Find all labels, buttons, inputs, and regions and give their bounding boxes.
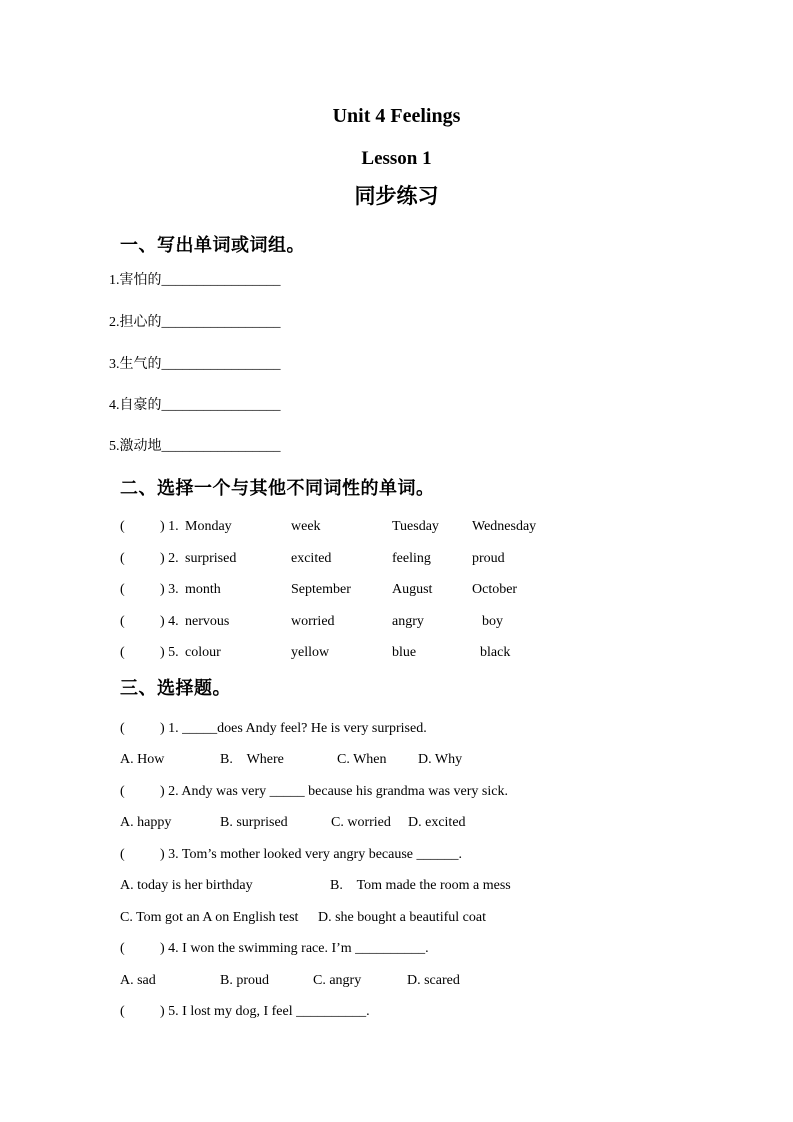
practice-title: 同步练习 [354, 185, 439, 208]
question-text: ) 2. Andy was very _____ because his grandma was very sick. [160, 784, 508, 799]
option-label: A. happy [120, 815, 172, 830]
option-label: D. Why [418, 752, 463, 767]
answer-bracket-open: ( [120, 582, 125, 597]
option-label: C. When [337, 752, 387, 767]
lesson-title: Lesson 1 [361, 148, 432, 169]
answer-bracket-open: ( [120, 941, 125, 956]
write-word-item: 5.激动地_________________ [109, 439, 281, 454]
question-text: ) 4. I won the swimming race. I’m __________. [160, 941, 429, 956]
section2-heading: 二、选择一个与其他不同词性的单词。 [120, 478, 435, 498]
word-option: Monday [185, 519, 232, 534]
option-label: D. scared [407, 973, 460, 988]
option-label: B. Where [220, 752, 284, 767]
word-option: nervous [185, 614, 230, 629]
question-text: ) 3. Tom’s mother looked very angry because ______. [160, 847, 463, 862]
row-prefix: ) 4. [160, 614, 179, 629]
write-word-item: 1.害怕的_________________ [109, 273, 281, 288]
word-option: August [392, 582, 433, 597]
word-option: colour [185, 645, 221, 660]
word-option: September [291, 582, 351, 597]
answer-bracket-open: ( [120, 721, 125, 736]
word-option: month [185, 582, 221, 597]
write-word-item: 4.自豪的_________________ [109, 398, 281, 413]
word-option: angry [392, 614, 424, 629]
answer-bracket-open: ( [120, 614, 125, 629]
unit-title: Unit 4 Feelings [332, 105, 461, 127]
row-prefix: ) 3. [160, 582, 179, 597]
word-option: black [480, 645, 511, 660]
word-option: week [291, 519, 321, 534]
answer-bracket-open: ( [120, 551, 125, 566]
option-label: B. surprised [220, 815, 288, 830]
word-option: Tuesday [392, 519, 439, 534]
option-label: C. angry [313, 973, 362, 988]
word-option: blue [392, 645, 417, 660]
row-prefix: ) 5. [160, 645, 179, 660]
option-label: B. Tom made the room a mess [330, 878, 511, 893]
word-option: excited [291, 551, 332, 566]
option-label: A. sad [120, 973, 156, 988]
write-word-item: 2.担心的_________________ [109, 315, 281, 330]
answer-bracket-open: ( [120, 847, 125, 862]
word-option: boy [482, 614, 503, 629]
answer-bracket-open: ( [120, 1004, 125, 1019]
row-prefix: ) 1. [160, 519, 179, 534]
option-label: D. she bought a beautiful coat [318, 910, 486, 925]
option-label: C. worried [331, 815, 391, 830]
answer-bracket-open: ( [120, 784, 125, 799]
section1-heading: 一、写出单词或词组。 [120, 235, 305, 255]
answer-bracket-open: ( [120, 645, 125, 660]
option-label: C. Tom got an A on English test [120, 910, 299, 925]
word-option: Wednesday [472, 519, 537, 534]
answer-bracket-open: ( [120, 519, 125, 534]
section3-heading: 三、选择题。 [120, 678, 231, 698]
option-label: A. today is her birthday [120, 878, 253, 893]
word-option: yellow [291, 645, 330, 660]
option-label: D. excited [408, 815, 466, 830]
write-word-item: 3.生气的_________________ [109, 357, 281, 372]
option-label: A. How [120, 752, 165, 767]
row-prefix: ) 2. [160, 551, 179, 566]
word-option: feeling [392, 551, 431, 566]
word-option: surprised [185, 551, 237, 566]
question-text: ) 5. I lost my dog, I feel __________. [160, 1004, 370, 1019]
word-option: proud [472, 551, 505, 566]
question-text: ) 1. _____does Andy feel? He is very surprised. [160, 721, 427, 736]
word-option: worried [291, 614, 335, 629]
option-label: B. proud [220, 973, 269, 988]
word-option: October [472, 582, 518, 597]
